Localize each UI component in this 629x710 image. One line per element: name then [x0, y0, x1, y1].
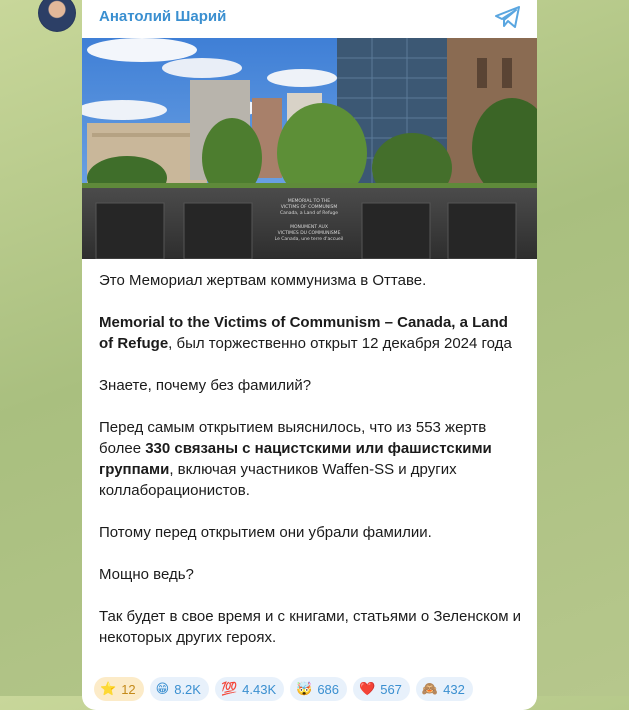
plaque-line-6: Le Canada, une terre d'accueil: [274, 237, 344, 242]
reaction-count: 4.43K: [242, 681, 277, 697]
reaction-count: 432: [443, 681, 465, 697]
hundred-icon: 💯: [220, 681, 238, 696]
memorial-photo-image: [82, 38, 537, 259]
reaction-hundred[interactable]: [215, 677, 284, 701]
reaction-mind-blown[interactable]: [290, 677, 347, 701]
reactions-bar: [94, 677, 473, 701]
plaque-line-2: VICTIMS OF COMMUNISM: [280, 205, 338, 210]
reaction-count: 8.2K: [174, 681, 201, 697]
reaction-grin[interactable]: [150, 677, 209, 701]
star-icon: ⭐: [100, 681, 117, 696]
memorial-name: Memorial to the Victims of Communism – Canada, a Land of Refuge: [99, 314, 508, 352]
channel-name[interactable]: Анатолий Шарий: [99, 8, 227, 25]
grin-icon: 😁: [155, 681, 170, 696]
reaction-count: 12: [121, 681, 136, 697]
paragraph-7: Так будет в свое время и с книгами, статьями о Зеленском и некоторых других героях.: [99, 608, 522, 646]
paragraph-2: Memorial to the Victims of Communism – Canada, a Land of Refuge, был торжественно открыт 12 декабря 2024 года: [99, 314, 512, 352]
reaction-count: 686: [317, 681, 340, 697]
message-text: [99, 270, 524, 669]
plaque-line-3: Canada, a Land of Refuge: [279, 211, 339, 216]
paragraph-6: Мощно ведь?: [99, 566, 194, 583]
message-header: [82, 0, 537, 38]
see-no-evil-monkey-icon: 🙈: [421, 681, 439, 696]
plaque-line-1: MEMORIAL TO THE: [287, 199, 331, 204]
mind-blown-icon: 🤯: [296, 681, 313, 696]
reaction-monkey[interactable]: [416, 677, 473, 701]
reaction-count: 567: [380, 681, 402, 697]
channel-avatar[interactable]: [38, 0, 76, 32]
paragraph-1: Это Мемориал жертвам коммунизма в Оттаве.: [99, 272, 427, 289]
reaction-heart[interactable]: [353, 677, 410, 701]
reaction-star[interactable]: [94, 677, 144, 701]
paragraph-3: Знаете, почему без фамилий?: [99, 377, 312, 394]
telegram-icon[interactable]: [495, 6, 521, 28]
paragraph-5: Потому перед открытием они убрали фамилии.: [99, 524, 432, 541]
paragraph-4: Перед самым открытием выяснилось, что из 553 жертв более 330 связаны с нацистскими или фашистскими группами, включая участников Waffen-SS и других коллаборационистов.: [99, 419, 492, 499]
message-bubble: [82, 0, 537, 710]
bold-fact: 330 связаны с нацистскими или фашистскими группами: [99, 440, 492, 478]
plaque-line-5: VICTIMES DU COMMUNISME: [277, 231, 341, 236]
plaque-line-4: MONUMENT AUX: [290, 225, 328, 230]
memorial-photo[interactable]: [82, 38, 537, 259]
heart-icon: ❤️: [359, 681, 376, 696]
